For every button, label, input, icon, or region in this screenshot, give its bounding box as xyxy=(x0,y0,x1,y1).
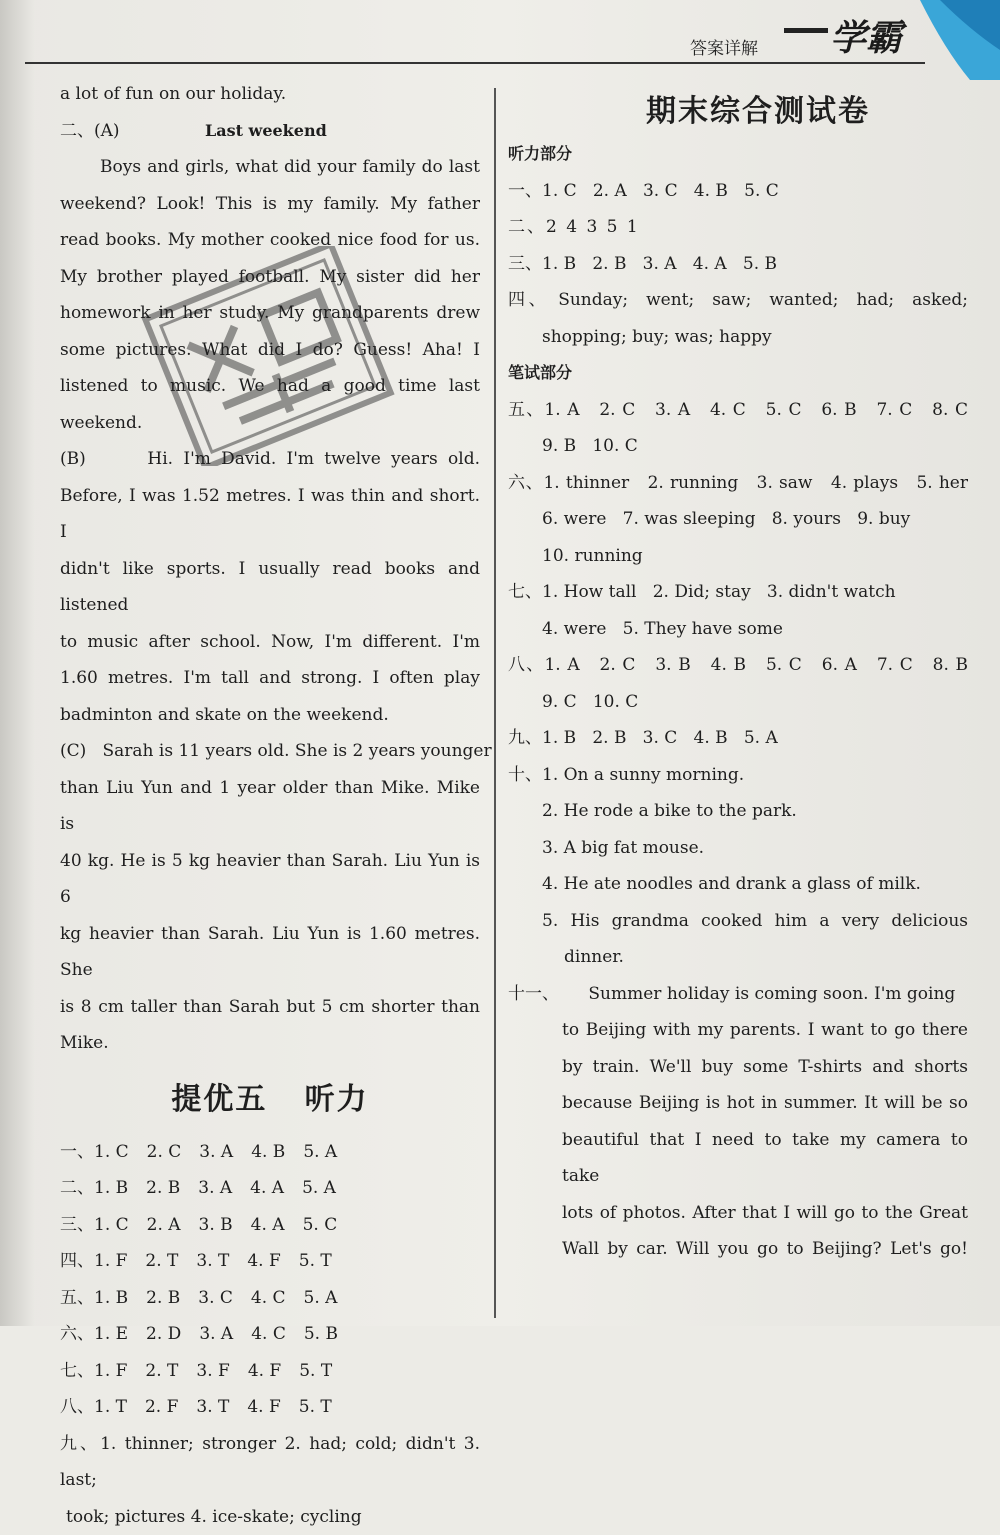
passage-a-line: read books. My mother cooked nice food for us. xyxy=(60,222,480,259)
answer-item: 5. T xyxy=(299,1389,332,1426)
answer-item: 1. T xyxy=(94,1389,127,1426)
answer-item: 3. A xyxy=(199,1316,233,1353)
passage-c-line: 40 kg. He is 5 kg heavier than Sarah. Liu Yun is 6 xyxy=(60,843,480,916)
answer-item: 3. B xyxy=(199,1207,233,1244)
passage-a-line: weekend? Look! This is my family. My father xyxy=(60,186,480,223)
essay-line: to Beijing with my parents. I want to go there xyxy=(508,1012,968,1049)
answer-line: 五、1. A 2. C 3. A 4. C 5. C 6. B 7. C 8. C xyxy=(508,392,968,429)
answer-item: 1. F xyxy=(94,1243,127,1280)
answer-item: 2. D xyxy=(146,1316,181,1353)
section-number: 十一、 xyxy=(508,984,559,1004)
logo-text: 学霸 xyxy=(830,18,908,59)
answer-item: 2. B xyxy=(146,1170,180,1207)
passage-c-line: than Liu Yun and 1 year older than Mike. Mike is xyxy=(60,770,480,843)
answer-row xyxy=(60,1316,480,1353)
answer-item: 4. F xyxy=(248,1353,281,1390)
answer-item: 4. C xyxy=(251,1316,286,1353)
passage-a-line: Boys and girls, what did your family do last xyxy=(60,149,480,186)
answer-item: 1. B xyxy=(94,1170,128,1207)
answer-line: 6. were 7. was sleeping 8. yours 9. buy xyxy=(508,501,968,538)
column-divider xyxy=(494,88,496,1318)
answer-q9-line: took; pictures 4. ice-skate; cycling xyxy=(60,1499,480,1535)
answer-number: 八、 xyxy=(60,1389,94,1426)
page-gutter-shadow xyxy=(0,0,34,1326)
essay-line: Summer holiday is coming soon. I'm going xyxy=(588,976,952,1013)
answer-item: 5. T xyxy=(299,1353,332,1390)
answer-item: 2. F xyxy=(145,1389,178,1426)
answer-item: 3. C xyxy=(198,1280,233,1317)
answer-item: 1. C xyxy=(94,1207,129,1244)
answer-item: 4. B xyxy=(251,1134,285,1171)
answer-list xyxy=(60,1134,480,1426)
section-title: 提优五 听力 xyxy=(60,1078,480,1122)
answer-line: 三、1. B 2. B 3. A 4. A 5. B xyxy=(508,246,968,283)
answer-line: 二、2 4 3 5 1 xyxy=(508,209,968,246)
essay-line: beautiful that I need to take my camera to take xyxy=(508,1122,968,1195)
passage-a-line: weekend. xyxy=(60,405,480,442)
exam-title: 期末综合测试卷 xyxy=(548,90,968,134)
essay-line: because Beijing is hot in summer. It will be so xyxy=(508,1085,968,1122)
answer-item: 4. F xyxy=(247,1243,280,1280)
listening-heading: 听力部分 xyxy=(508,136,968,173)
answer-item: 3. T xyxy=(196,1389,229,1426)
writing-heading: 笔试部分 xyxy=(508,355,968,392)
answer-item: 2. C xyxy=(147,1134,182,1171)
answer-row xyxy=(60,1280,480,1317)
answer-item: 5. A xyxy=(304,1280,338,1317)
answer-line: 九、1. B 2. B 3. C 4. B 5. A xyxy=(508,720,968,757)
passage-c-line: is 8 cm taller than Sarah but 5 cm shorter than xyxy=(60,989,480,1026)
passage-c-line: (C) Sarah is 11 years old. She is 2 years younger xyxy=(60,733,480,770)
answer-item: 4. F xyxy=(247,1389,280,1426)
header-label: 答案详解 xyxy=(690,34,758,59)
part-label: (A) xyxy=(94,121,120,141)
answer-line: 5. His grandma cooked him a very delicious xyxy=(508,903,968,940)
answer-item: 4. A xyxy=(250,1170,284,1207)
answer-line: 4. were 5. They have some xyxy=(508,611,968,648)
left-column xyxy=(60,76,480,1535)
passage-b-line: 1.60 metres. I'm tall and strong. I often play xyxy=(60,660,480,697)
answer-number: 二、 xyxy=(60,1170,94,1207)
answer-item: 5. C xyxy=(303,1207,338,1244)
answer-q9-line: 九、1. thinner; stronger 2. had; cold; didn't 3. last; xyxy=(60,1426,480,1499)
answer-item: 1. E xyxy=(94,1316,128,1353)
answer-item: 1. C xyxy=(94,1134,129,1171)
answer-line: 3. A big fat mouse. xyxy=(508,830,968,867)
essay-line: lots of photos. After that I will go to the Great xyxy=(508,1195,968,1232)
essay-line: Wall by car. Will you go to Beijing? Let's go! xyxy=(508,1231,968,1268)
answer-line: 六、1. thinner 2. running 3. saw 4. plays 5. her xyxy=(508,465,968,502)
passage-b-line: badminton and skate on the weekend. xyxy=(60,697,480,734)
answer-number: 一、 xyxy=(60,1134,94,1171)
essay-line: by train. We'll buy some T-shirts and shorts xyxy=(508,1049,968,1086)
answer-item: 5. A xyxy=(302,1170,336,1207)
answer-item: 3. F xyxy=(196,1353,229,1390)
brand-logo-icon xyxy=(770,0,1000,80)
answer-item: 5. B xyxy=(304,1316,338,1353)
answer-item: 1. F xyxy=(94,1353,127,1390)
answer-line: 四、 Sunday; went; saw; wanted; had; asked; xyxy=(508,282,968,319)
passage-a-line: some pictures. What did I do? Guess! Aha! I xyxy=(60,332,480,369)
answer-line: 9. B 10. C xyxy=(508,428,968,465)
answer-item: 5. A xyxy=(303,1134,337,1171)
answer-number: 六、 xyxy=(60,1316,94,1353)
answer-number: 四、 xyxy=(60,1243,94,1280)
answer-line: dinner. xyxy=(508,939,968,976)
answer-item: 2. B xyxy=(146,1280,180,1317)
answer-line: 2. He rode a bike to the park. xyxy=(508,793,968,830)
continued-line: a lot of fun on our holiday. xyxy=(60,76,480,113)
right-column xyxy=(508,90,968,1268)
section-2-heading xyxy=(60,113,480,150)
answer-row xyxy=(60,1170,480,1207)
essay-first-line xyxy=(508,976,968,1013)
passage-b-line: Before, I was 1.52 metres. I was thin and short. I xyxy=(60,478,480,551)
answer-row xyxy=(60,1389,480,1426)
answer-line: 4. He ate noodles and drank a glass of milk. xyxy=(508,866,968,903)
passage-b-line: (B) Hi. I'm David. I'm twelve years old. xyxy=(60,441,480,478)
answer-item: 4. C xyxy=(251,1280,286,1317)
passage-b-line: didn't like sports. I usually read books and listened xyxy=(60,551,480,624)
answer-item: 5. T xyxy=(299,1243,332,1280)
answer-row xyxy=(60,1134,480,1171)
answer-item: 2. T xyxy=(145,1353,178,1390)
answer-item: 3. A xyxy=(198,1170,232,1207)
answer-line: 10. running xyxy=(508,538,968,575)
passage-title: Last weekend xyxy=(205,113,327,150)
answer-row xyxy=(60,1207,480,1244)
passage-c-line: kg heavier than Sarah. Liu Yun is 1.60 metres. She xyxy=(60,916,480,989)
answer-item: 2. T xyxy=(145,1243,178,1280)
answer-item: 3. T xyxy=(196,1243,229,1280)
passage-a-line: My brother played football. My sister did her xyxy=(60,259,480,296)
answer-number: 七、 xyxy=(60,1353,94,1390)
answer-line: 八、1. A 2. C 3. B 4. B 5. C 6. A 7. C 8. B xyxy=(508,647,968,684)
answer-line: 9. C 10. C xyxy=(508,684,968,721)
answer-row xyxy=(60,1243,480,1280)
section-number: 二、 xyxy=(60,121,94,141)
answer-item: 2. A xyxy=(147,1207,181,1244)
answer-row xyxy=(60,1353,480,1390)
answer-line: 十、1. On a sunny morning. xyxy=(508,757,968,794)
answer-line: shopping; buy; was; happy xyxy=(508,319,968,356)
answer-item: 1. B xyxy=(94,1280,128,1317)
passage-a-line: listened to music. We had a good time last xyxy=(60,368,480,405)
answer-item: 4. A xyxy=(251,1207,285,1244)
answer-line: 一、1. C 2. A 3. C 4. B 5. C xyxy=(508,173,968,210)
passage-c-line: Mike. xyxy=(60,1025,480,1062)
passage-a-line: homework in her study. My grandparents drew xyxy=(60,295,480,332)
passage-b-line: to music after school. Now, I'm different. I'm xyxy=(60,624,480,661)
answer-number: 五、 xyxy=(60,1280,94,1317)
answer-line: 七、1. How tall 2. Did; stay 3. didn't watch xyxy=(508,574,968,611)
answer-number: 三、 xyxy=(60,1207,94,1244)
answer-item: 3. A xyxy=(199,1134,233,1171)
